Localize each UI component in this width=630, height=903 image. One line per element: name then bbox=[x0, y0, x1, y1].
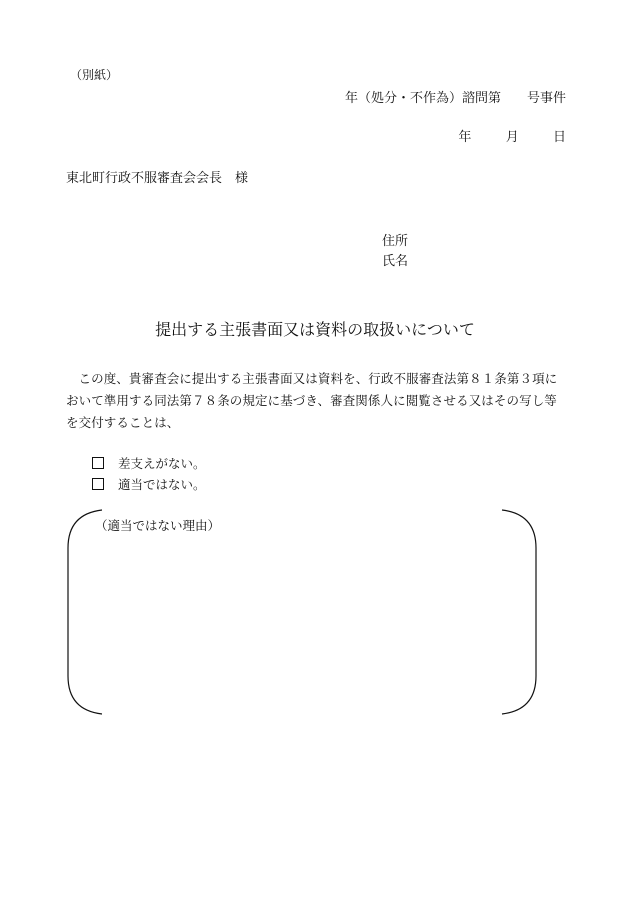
date-month: 月 bbox=[505, 130, 519, 145]
document-title: 提出する主張書面又は資料の取扱いについて bbox=[155, 320, 475, 339]
checkbox-icon[interactable] bbox=[92, 478, 104, 490]
reason-bracket-frame bbox=[66, 508, 538, 716]
date-day: 日 bbox=[552, 130, 566, 145]
body-paragraph: この度、貴審査会に提出する主張書面又は資料を、行政不服審査法第８１条第３項において準用する同法第７８条の規定に基づき、審査関係人に閲覧させる又はその写し等を交付することは、 bbox=[66, 371, 558, 430]
option-label: 差支えがない。 bbox=[118, 456, 206, 471]
date-year: 年 bbox=[458, 130, 472, 145]
reason-label: （適当ではない理由） bbox=[95, 518, 221, 533]
name-label: 氏名 bbox=[382, 254, 409, 269]
annex-label: （別紙） bbox=[70, 68, 119, 82]
address-label: 住所 bbox=[382, 234, 409, 249]
left-bracket bbox=[68, 510, 102, 714]
option-not-appropriate[interactable] bbox=[92, 475, 206, 493]
date-line bbox=[458, 126, 566, 145]
checkbox-icon[interactable] bbox=[92, 457, 104, 469]
option-label: 適当ではない。 bbox=[118, 477, 206, 492]
right-bracket bbox=[502, 510, 536, 714]
addressee: 東北町行政不服審査会会長 様 bbox=[66, 171, 249, 186]
option-no-objection[interactable] bbox=[92, 454, 206, 472]
case-number-line: 年（処分・不作為）諮問第 号事件 bbox=[344, 91, 566, 106]
